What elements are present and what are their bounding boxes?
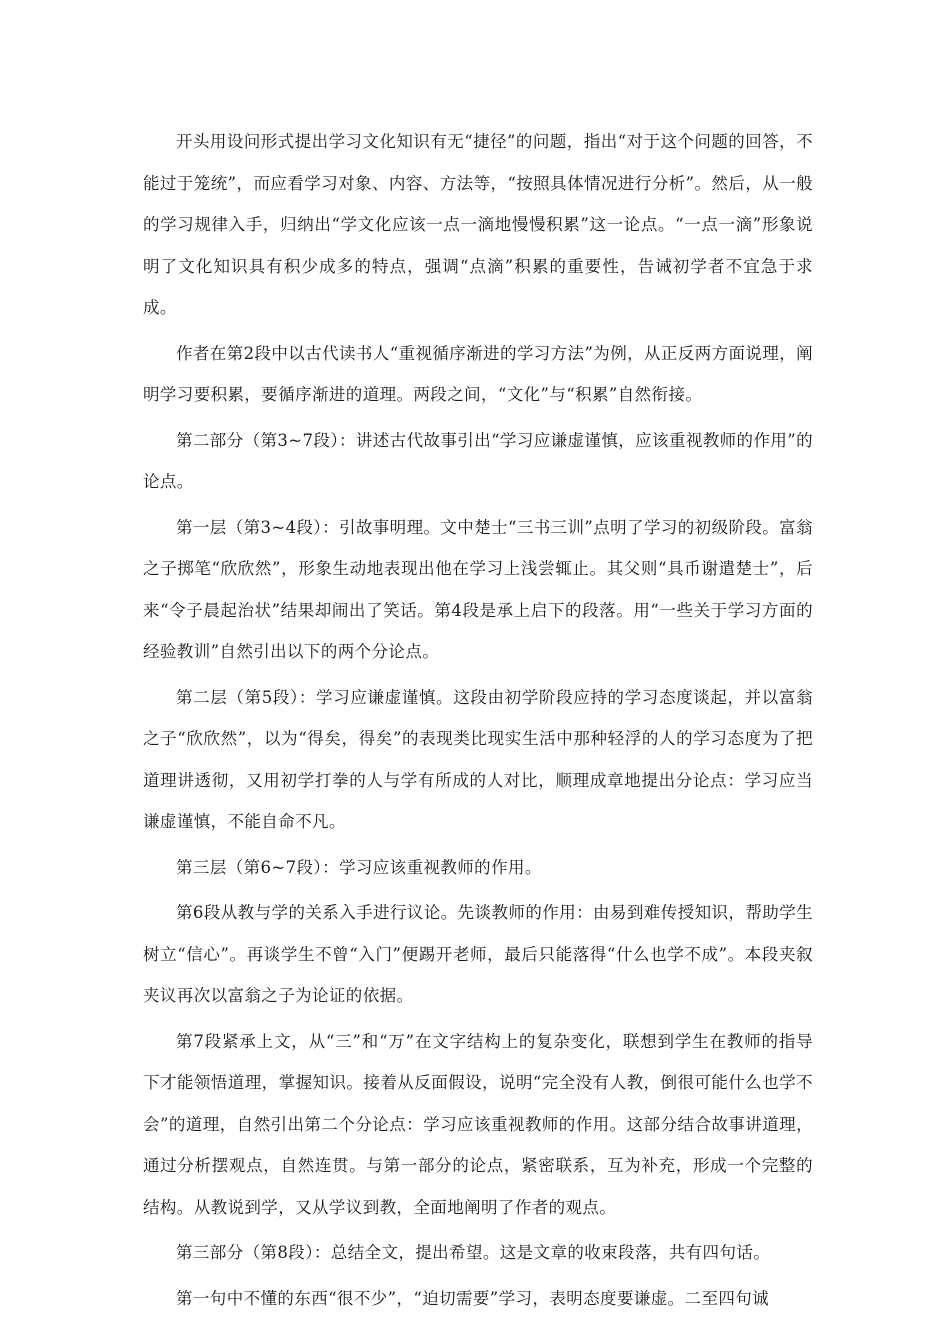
paragraph-layer-three-heading: 第三层（第6~7段）：学习应该重视教师的作用。 (176, 857, 542, 877)
paragraph-layer-two: 第二层（第5段）：学习应谦虚谨慎。这段由初学阶段应持的学习态度谈起，并以富翁之子“欣欣然”，以为“得矣，得矣”的表现类比现实生活中那种轻浮的人的学习态度为了把道理讲透彻，又用初学打拳的人与学有所成的人对比，顺理成章地提出分论点：学习应当谦虚谨慎，不能自命不凡。 (143, 687, 813, 831)
paragraph-sixth-section: 第6段从教与学的关系入手进行议论。先谈教师的作用：由易到难传授知识，帮助学生树立“信心”。再谈学生不曾“入门”便踢开老师，最后只能落得“什么也学不成”。本段夹叙夹议再次以富翁之子为论证的依据。 (143, 903, 813, 1005)
paragraph-part-two-heading: 第二部分（第3~7段）：讲述古代故事引出“学习应谦虚谨慎，应该重视教师的作用”的论点。 (143, 430, 813, 491)
paragraph-layer-one: 第一层（第3~4段）：引故事明理。文中楚士“三书三训”点明了学习的初级阶段。富翁之子掷笔“欣欣然”，形象生动地表现出他在学习上浅尝辄止。其父则“具币谢遣楚士”，后来“令子晨起治状”结果却闹出了笑话。第4段是承上启下的段落。用“一些关于学习方面的经验教训”自然引出以下的两个分论点。 (143, 517, 813, 661)
paragraph-seventh-section: 第7段紧承上文，从“三”和“万”在文字结构上的复杂变化，联想到学生在教师的指导下才能领悟道理，掌握知识。接着从反面假设，说明“完全没有人教，倒很可能什么也学不会”的道理，自然引出第二个分论点：学习应该重视教师的作用。这部分结合故事讲道理，通过分析摆观点，自然连贯。与第一部分的论点，紧密联系，互为补充，形成一个完整的结构。从教说到学，又从学议到教，全面地阐明了作者的观点。 (143, 1031, 813, 1217)
paragraph-second-section: 作者在第2段中以古代读书人“重视循序渐进的学习方法”为例，从正反两方面说理，阐明学习要积累，要循序渐进的道理。两段之间，“文化”与“积累”自然衔接。 (143, 343, 813, 404)
paragraph-closing-analysis: 第一句中不懂的东西“很不少”，“迫切需要”学习，表明态度要谦虚。二至四句诚 (176, 1288, 770, 1308)
document-body (143, 121, 813, 1323)
paragraph-part-three-heading: 第三部分（第8段）：总结全文，提出希望。这是文章的收束段落，共有四句话。 (176, 1243, 771, 1262)
paragraph-intro-analysis: 开头用设问形式提出学习文化知识有无“捷径”的问题，指出“对于这个问题的回答，不能过于笼统”，而应看学习对象、内容、方法等，“按照具体情况进行分析”。然后，从一般的学习规律入手，归纳出“学文化应该一点一滴地慢慢积累”这一论点。“一点一滴”形象说明了文化知识具有积少成多的特点，强调“点滴”积累的重要性，告诫初学者不宜急于求成。 (143, 132, 813, 317)
